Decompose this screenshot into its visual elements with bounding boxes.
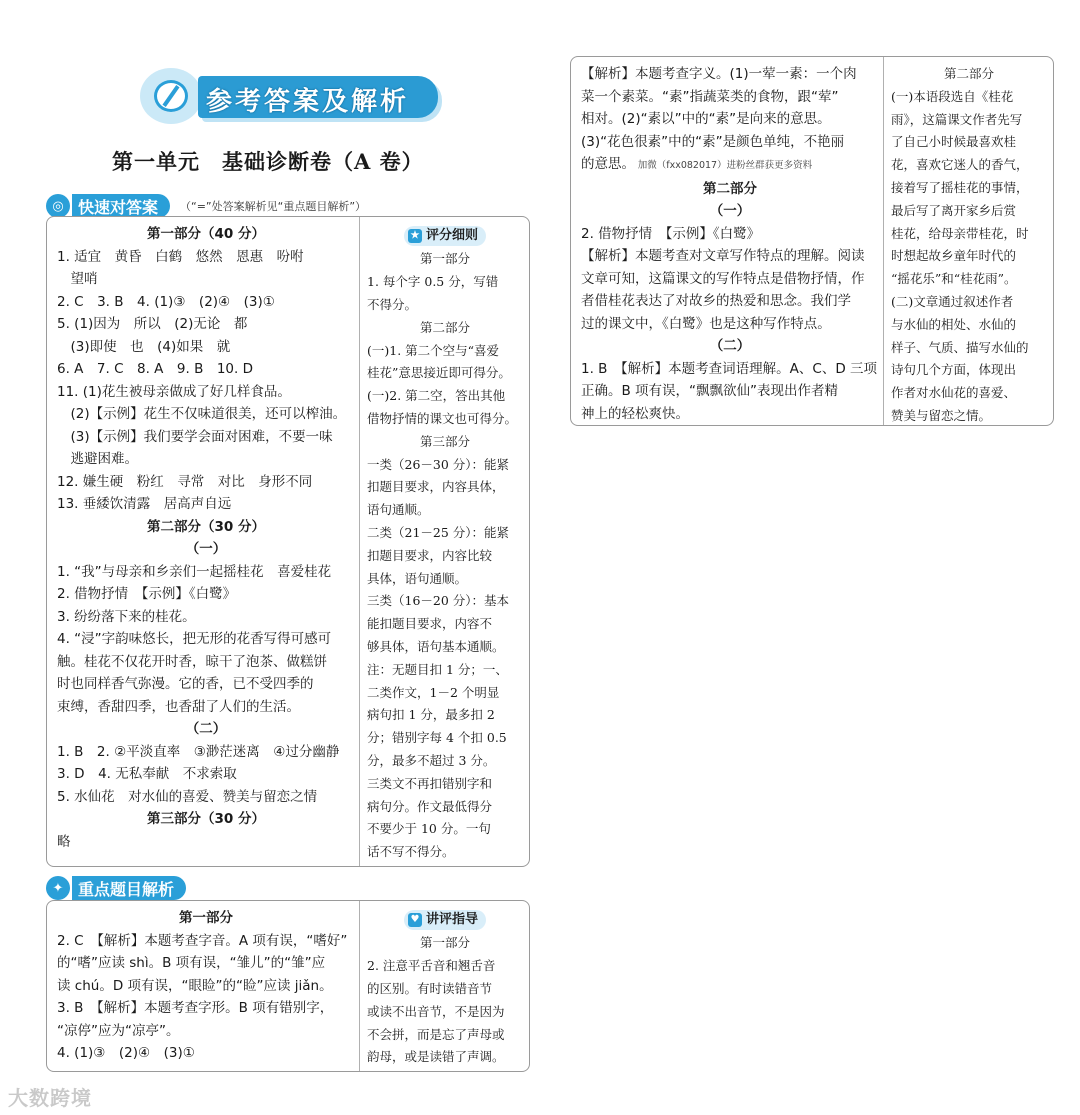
scoring-rule-line: 不得分。 [367, 296, 418, 312]
analysis-line: 3. B 【解析】本题考查字形。B 项有错别字， [57, 1000, 334, 1016]
analysis-line: (3)“花色很素”中的“素”是颜色单纯，不艳丽 [581, 133, 845, 150]
scoring-rule-line: 一类（26－30 分）：能紧 [367, 456, 510, 472]
compass-icon [140, 68, 202, 124]
scoring-rule-line: 借物抒情的课文也可得分。 [367, 410, 518, 426]
answer-line: 5. 水仙花 对水仙的喜爱、赞美与留恋之情 [57, 788, 318, 805]
answer-line: 11. (1)花生被母亲做成了好几样食品。 [57, 383, 291, 400]
answer-line: (2)【示例】花生不仅味道很美，还可以榨油。 [57, 406, 347, 422]
analysis-line: “凉停”应为“凉亭”。 [57, 1022, 180, 1039]
analysis-side-line: 与水仙的相处、水仙的 [891, 316, 1017, 332]
lightbulb-icon: ✦ [46, 876, 70, 900]
answer-line: 望哨 [57, 271, 98, 287]
analysis-line: 菜一个素菜。“素”指蔬菜类的食物，跟“荤” [581, 88, 839, 105]
analysis-side-line: (一)本语段选自《桂花 [891, 88, 1014, 104]
scoring-rule-line: (一)1. 第二个空与“喜爱 [367, 342, 500, 358]
scoring-rule-line: 三类文不再扣错别字和 [367, 775, 493, 791]
target-icon: ◎ [46, 194, 70, 218]
scoring-rule-line: 桂花”意思接近即可得分。 [367, 365, 511, 381]
analysis-line: 读 chú。D 项有误，“眼睑”的“睑”应读 jiǎn。 [57, 977, 333, 994]
analysis-side-line: 时想起故乡童年时代的 [891, 248, 1017, 264]
analysis-line: 的意思。 加微（fxx082017）进粉丝群获更多资料 [581, 156, 813, 172]
answer-line: 时也同样香气弥漫。它的香，已不受四季的 [57, 676, 314, 692]
scoring-rule-line: 能扣题目要求，内容不 [367, 616, 493, 632]
answer-line: 4. “浸”字韵味悠长，把无形的花香写得可感可 [57, 631, 332, 647]
scoring-rule-line: 三类（16－20 分）：基本 [367, 593, 510, 609]
analysis-side-line: (二)文章通过叙述作者 [891, 293, 1014, 309]
analysis-line: 正确。B 项有误，“飘飘欲仙”表现出作者精 [581, 383, 839, 399]
answer-line: 第一部分（40 分） [147, 226, 265, 242]
answer-line: 6. A 7. C 8. A 9. B 10. D [57, 361, 254, 377]
scoring-rule-line: 病句分。作文最低得分 [367, 798, 493, 814]
answer-line: 2. 借物抒情 【示例】《白鹭》 [57, 586, 237, 602]
analysis-side-line: 接着写了摇桂花的事情， [891, 179, 1029, 195]
answer-line: 5. (1)因为 所以 (2)无论 都 [57, 316, 248, 332]
analysis-line: 过的课文中，《白鹭》也是这种写作特点。 [581, 315, 831, 332]
analysis-side-line: 诗句几个方面，体现出 [891, 362, 1017, 378]
guide-line: 不会拼，而是忘了声母或 [367, 1026, 505, 1042]
analysis-side-line: 桂花，给母亲带桂花，时 [891, 225, 1029, 241]
scoring-rule-line: 第三部分 [419, 433, 470, 449]
scoring-rule-line: 二类（21－25 分）：能紧 [367, 524, 510, 540]
guide-line: 或读不出音节，不是因为 [367, 1003, 505, 1019]
right-analysis-panel [570, 56, 1054, 426]
quick-answers-panel [46, 216, 530, 867]
scoring-rule-line: 第二部分 [419, 319, 470, 335]
scoring-rule-line: 第一部分 [419, 251, 470, 267]
key-analysis-panel [46, 900, 530, 1072]
answer-line: 13. 垂緌饮清露 居高声自远 [57, 496, 232, 512]
answer-line: (3)【示例】我们要学会面对困难，不要一味 [57, 428, 333, 445]
analysis-line: 2. 借物抒情 【示例】《白鹭》 [581, 225, 761, 242]
answer-line: 1. B 2. ②平淡直率 ③渺茫迷离 ④过分幽静 [57, 743, 340, 760]
answer-line: 1. 适宜 黄昏 白鹤 悠然 恩惠 吩咐 [57, 248, 304, 265]
scoring-rule-line: 话不写不得分。 [367, 844, 455, 860]
answer-line: （一） [185, 541, 227, 557]
answer-line: 第三部分（30 分） [147, 811, 265, 827]
key-analysis-label: 重点题目解析 [72, 876, 186, 900]
analysis-line: 第二部分 [703, 180, 757, 197]
answer-line: 1. “我”与母亲和乡亲们一起摇桂花 喜爱桂花 [57, 563, 332, 580]
quick-answers-note: （“=”处答案解析见“重点题目解析”） [180, 200, 367, 213]
analysis-side-line: 样子、气质、描写水仙的 [891, 339, 1029, 355]
analysis-side-line: 雨》，这篇课文作者先写 [891, 111, 1023, 127]
scoring-rules-pill [404, 226, 486, 246]
analysis-line: 4. (1)③ (2)④ (3)① [57, 1045, 195, 1061]
answer-line: 束缚，香甜四季，也香甜了人们的生活。 [57, 698, 300, 715]
answer-line: （二） [185, 721, 227, 737]
analysis-line: 文章可知，这篇课文的写作特点是借物抒情，作 [581, 270, 865, 287]
scoring-rule-line: 扣题目要求，内容具体， [367, 479, 505, 495]
analysis-line: 的“嗜”应读 shì。B 项有误，“雏儿”的“雏”应 [57, 955, 326, 971]
scoring-rule-line: 分；错别字每 4 个扣 0.5 [367, 730, 507, 746]
scoring-rule-line: 二类作文，1－2 个明显 [367, 684, 500, 700]
quick-answers-label: 快速对答案 [72, 194, 170, 218]
answer-line: (3)即使 也 (4)如果 就 [57, 338, 231, 355]
analysis-line: 神上的轻松爽快。 [581, 405, 689, 422]
teaching-guide-column [367, 907, 523, 1069]
analysis-side-line: 花，喜欢它迷人的香气， [891, 157, 1029, 173]
analysis-side-line: 了自己小时候最喜欢桂 [891, 134, 1017, 150]
scoring-rule-line: 具体，语句通顺。 [367, 570, 468, 586]
answer-line: 触。桂花不仅花开时香，晾干了泡茶、做糕饼 [57, 653, 327, 670]
answer-line: 3. 纷纷落下来的桂花。 [57, 608, 196, 625]
analysis-line: 者借桂花表达了对故乡的热爱和思念。我们学 [581, 293, 851, 309]
analysis-line: （二） [709, 338, 751, 354]
answer-line: 略 [57, 833, 71, 850]
footer-logo: 大数跨境 [8, 1086, 92, 1110]
quick-answers-main [57, 223, 355, 853]
heart-icon: ♥ [408, 913, 422, 927]
scoring-rule-line: 病句扣 1 分，最多扣 2 [367, 707, 495, 723]
analysis-side-line: “摇花乐”和“桂花雨”。 [891, 271, 1017, 287]
banner-title: 参考答案及解析 [206, 87, 410, 117]
analysis-line: 【解析】本题考查字义。(1)一荤一素：一个肉 [581, 66, 857, 82]
analysis-line: 2. C 【解析】本题考查字音。A 项有误，“嗜好” [57, 932, 348, 949]
analysis-line: 相对。(2)“素以”中的“素”是向来的意思。 [581, 111, 831, 127]
guide-line: 的区别。有时读错音节 [367, 980, 493, 996]
right-analysis-main [581, 63, 879, 425]
guide-line: 第一部分 [419, 935, 470, 951]
guide-line: 韵母，或是读错了声调。 [367, 1049, 505, 1065]
watermark-text: 加微（fxx082017）进粉丝群获更多资料 [628, 160, 813, 171]
scoring-rule-line: (一)2. 第二空，答出其他 [367, 388, 506, 404]
analysis-side-line: 赞美与留恋之情。 [891, 407, 992, 423]
analysis-line: 【解析】本题考查对文章写作特点的理解。阅读 [581, 248, 865, 264]
answer-line: 2. C 3. B 4. (1)③ (2)④ (3)① [57, 293, 275, 310]
analysis-side-line: 最后写了离开家乡后赏 [891, 202, 1017, 218]
scoring-rule-line: 够具体，语句基本通顺。 [367, 638, 505, 654]
key-analysis-tag [46, 874, 186, 902]
scoring-rule-line: 分，最多不超过 3 分。 [367, 752, 496, 768]
answer-line: 逃避困难。 [57, 451, 138, 467]
scoring-rules-title: 评分细则 [425, 228, 478, 243]
analysis-side-line: 第二部分 [943, 66, 994, 81]
scoring-rules-column [367, 223, 523, 864]
answer-line: 12. 嫌生硬 粉红 寻常 对比 身形不同 [57, 473, 313, 490]
teaching-guide-pill [404, 910, 486, 930]
answer-line: 3. D 4. 无私奉献 不求索取 [57, 766, 237, 782]
teaching-guide-title: 讲评指导 [425, 912, 478, 927]
answer-line: 第二部分（30 分） [147, 518, 265, 535]
unit-title: 第一单元 基础诊断卷（A 卷） [112, 149, 424, 174]
analysis-side-line: 作者对水仙花的喜爱、 [891, 385, 1017, 401]
title-banner [140, 68, 440, 124]
scoring-rule-line: 不要少于 10 分。一句 [367, 821, 491, 837]
scoring-rule-line: 1. 每个字 0.5 分，写错 [367, 274, 499, 290]
analysis-line: （一） [709, 203, 751, 219]
scoring-rule-line: 语句通顺。 [367, 502, 430, 518]
star-icon: ★ [408, 229, 422, 243]
guide-line: 2. 注意平舌音和翘舌音 [367, 958, 496, 974]
analysis-line: 1. B 【解析】本题考查词语理解。A、C、D 三项 [581, 360, 878, 377]
analysis-line: 第一部分 [179, 910, 233, 926]
key-analysis-main [57, 907, 355, 1065]
scoring-rule-line: 扣题目要求，内容比较 [367, 547, 493, 563]
right-analysis-side [891, 63, 1047, 428]
scoring-rule-line: 注：无题目扣 1 分；一、 [367, 661, 508, 677]
